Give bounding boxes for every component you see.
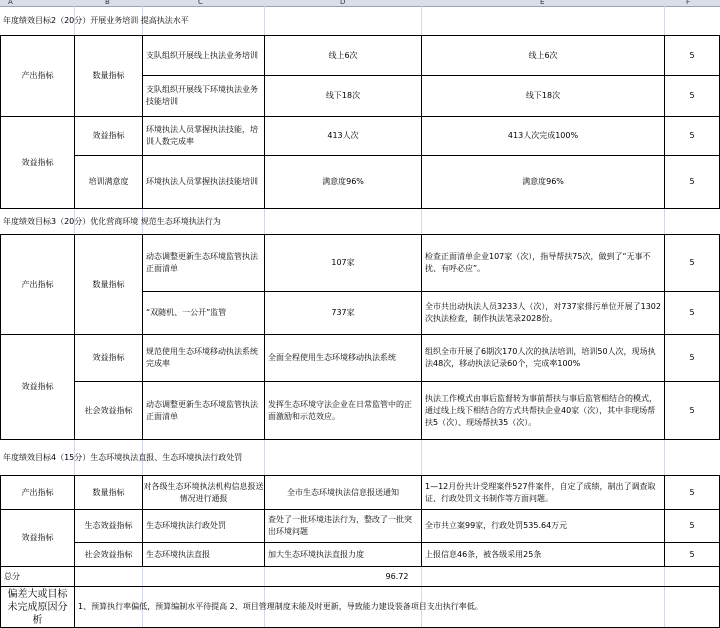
goal3-row1-score: 5 xyxy=(665,235,720,292)
goal2-output-label: 产出指标 xyxy=(0,36,75,117)
goal2-eff-target: 413人次 xyxy=(265,117,422,156)
goal4-qty-item: 对各级生态环境执法机构信息报送情况进行通报 xyxy=(143,476,265,510)
goal3-eff-target: 全面全程使用生态环境移动执法系统 xyxy=(265,335,422,382)
goal2-row2-item: 支队组织开展线下环境执法业务技能培训 xyxy=(143,76,265,117)
goal3-eff-score: 5 xyxy=(665,335,720,382)
goal4-soc-item: 生态环境执法直报 xyxy=(143,543,265,567)
goal4-eco-target: 查处了一批环境违法行为，整改了一批突出环境问题 xyxy=(265,510,422,543)
goal2-eff-actual: 413人次完成100% xyxy=(422,117,665,156)
goal3-soc-target: 发挥生态环境守法企业在日常监管中的正面激励和示范效应。 xyxy=(265,382,422,440)
goal4-output-label: 产出指标 xyxy=(0,476,75,510)
goal4-eco-score: 5 xyxy=(665,510,720,543)
goal3-soc-score: 5 xyxy=(665,382,720,440)
goal2-row1-actual: 线上6次 xyxy=(422,36,665,76)
goal3-row2-target: 737家 xyxy=(265,292,422,335)
goal4-soc-score: 5 xyxy=(665,543,720,567)
goal2-qty-label: 数量指标 xyxy=(75,36,143,117)
goal4-soc-actual: 上报信息46条，被各级采用25条 xyxy=(422,543,665,567)
goal2-sat-item: 环境执法人员掌握执法技能培训 xyxy=(143,156,265,209)
goal2-row1-score: 5 xyxy=(665,36,720,76)
goal4-eco-item: 生态环境执法行政处罚 xyxy=(143,510,265,543)
col-c-header[interactable]: C xyxy=(198,0,203,6)
goal2-row2-score: 5 xyxy=(665,76,720,117)
goal4-eco-label: 生态效益指标 xyxy=(75,510,143,543)
goal3-soc-actual: 执法工作模式由事后监督转为事前帮扶与事后监管相结合的模式，通过线上线下相结合的方式共帮扶企业40家（次），其中非现场帮扶5（次）、现场帮扶35（次）。 xyxy=(422,382,665,440)
goal3-row2-score: 5 xyxy=(665,292,720,335)
deviation-text: 1、预算执行率偏低，预算编制水平待提高 2、项目管理制度未能及时更新，导致能力建设装备项目支出执行率低。 xyxy=(75,587,720,628)
col-a-header[interactable]: A xyxy=(8,0,13,6)
goal3-eff-actual: 组织全市开展了6期次170人次的执法培训，培训50人次，现场执法48次，移动执法记录60个，完成率100% xyxy=(422,335,665,382)
goal3-soc-item: 动态调整更新生态环境监管执法正面清单 xyxy=(143,382,265,440)
goal4-qty-actual: 1—12月份共计受理案件527件案件，自定了成绩，制出了调查取证、行政处罚文书制作等方面问题。 xyxy=(422,476,665,510)
total-value: 96.72 xyxy=(75,567,720,587)
goal4-title: 年度绩效目标4（15分）生态环境执法直报、生态环境执法行政处罚 xyxy=(0,440,720,476)
col-b-header[interactable]: B xyxy=(105,0,110,6)
goal3-row2-actual: 全市共出动执法人员3233人（次），对737家排污单位开展了1302次执法检查，制作执法笔录2028份。 xyxy=(422,292,665,335)
col-d-header[interactable]: D xyxy=(340,0,346,6)
deviation-label: 偏差大或目标未完成原因分析 xyxy=(0,587,75,628)
goal3-row2-item: “双随机、一公开”监管 xyxy=(143,292,265,335)
goal4-qty-score: 5 xyxy=(665,476,720,510)
goal3-row1-actual: 检查正面清单企业107家（次），指导帮扶75次，做到了“无事不扰、有呼必应”。 xyxy=(422,235,665,292)
goal3-title: 年度绩效目标3（20分）优化营商环境 规范生态环境执法行为 xyxy=(0,209,720,235)
goal3-output-label: 产出指标 xyxy=(0,235,75,335)
goal3-soc-label: 社会效益指标 xyxy=(75,382,143,440)
goal2-eff-score: 5 xyxy=(665,117,720,156)
goal3-benefit-label: 效益指标 xyxy=(0,335,75,440)
goal4-qty-label: 数量指标 xyxy=(75,476,143,510)
goal2-sat-score: 5 xyxy=(665,156,720,209)
goal2-sat-target: 满意度96% xyxy=(265,156,422,209)
goal2-benefit-label: 效益指标 xyxy=(0,117,75,209)
goal4-qty-target: 全市生态环境执法信息报送通知 xyxy=(265,476,422,510)
goal3-eff-item: 规范使用生态环境移动执法系统完成率 xyxy=(143,335,265,382)
goal4-eco-actual: 全市共立案99家，行政处罚535.64万元 xyxy=(422,510,665,543)
total-label: 总分 xyxy=(0,567,75,587)
col-f-header[interactable]: F xyxy=(686,0,691,6)
goal2-row2-actual: 线下18次 xyxy=(422,76,665,117)
goal2-row1-item: 支队组织开展线上执法业务培训 xyxy=(143,36,265,76)
goal3-eff-label: 效益指标 xyxy=(75,335,143,382)
goal4-benefit-label: 效益指标 xyxy=(0,510,75,567)
goal4-soc-label: 社会效益指标 xyxy=(75,543,143,567)
goal2-eff-label: 效益指标 xyxy=(75,117,143,156)
goal2-sat-actual: 满意度96% xyxy=(422,156,665,209)
goal2-eff-item: 环境执法人员掌握执法技能，培训人数完成率 xyxy=(143,117,265,156)
goal2-row1-target: 线上6次 xyxy=(265,36,422,76)
goal2-sat-label: 培训满意度 xyxy=(75,156,143,209)
goal3-row1-target: 107家 xyxy=(265,235,422,292)
col-e-header[interactable]: E xyxy=(540,0,545,6)
goal2-title: 年度绩效目标2（20分）开展业务培训 提高执法水平 xyxy=(0,6,720,36)
goal3-row1-item: 动态调整更新生态环境监管执法正面清单 xyxy=(143,235,265,292)
goal2-row2-target: 线下18次 xyxy=(265,76,422,117)
goal4-soc-target: 加大生态环境执法直报力度 xyxy=(265,543,422,567)
goal3-qty-label: 数量指标 xyxy=(75,235,143,335)
